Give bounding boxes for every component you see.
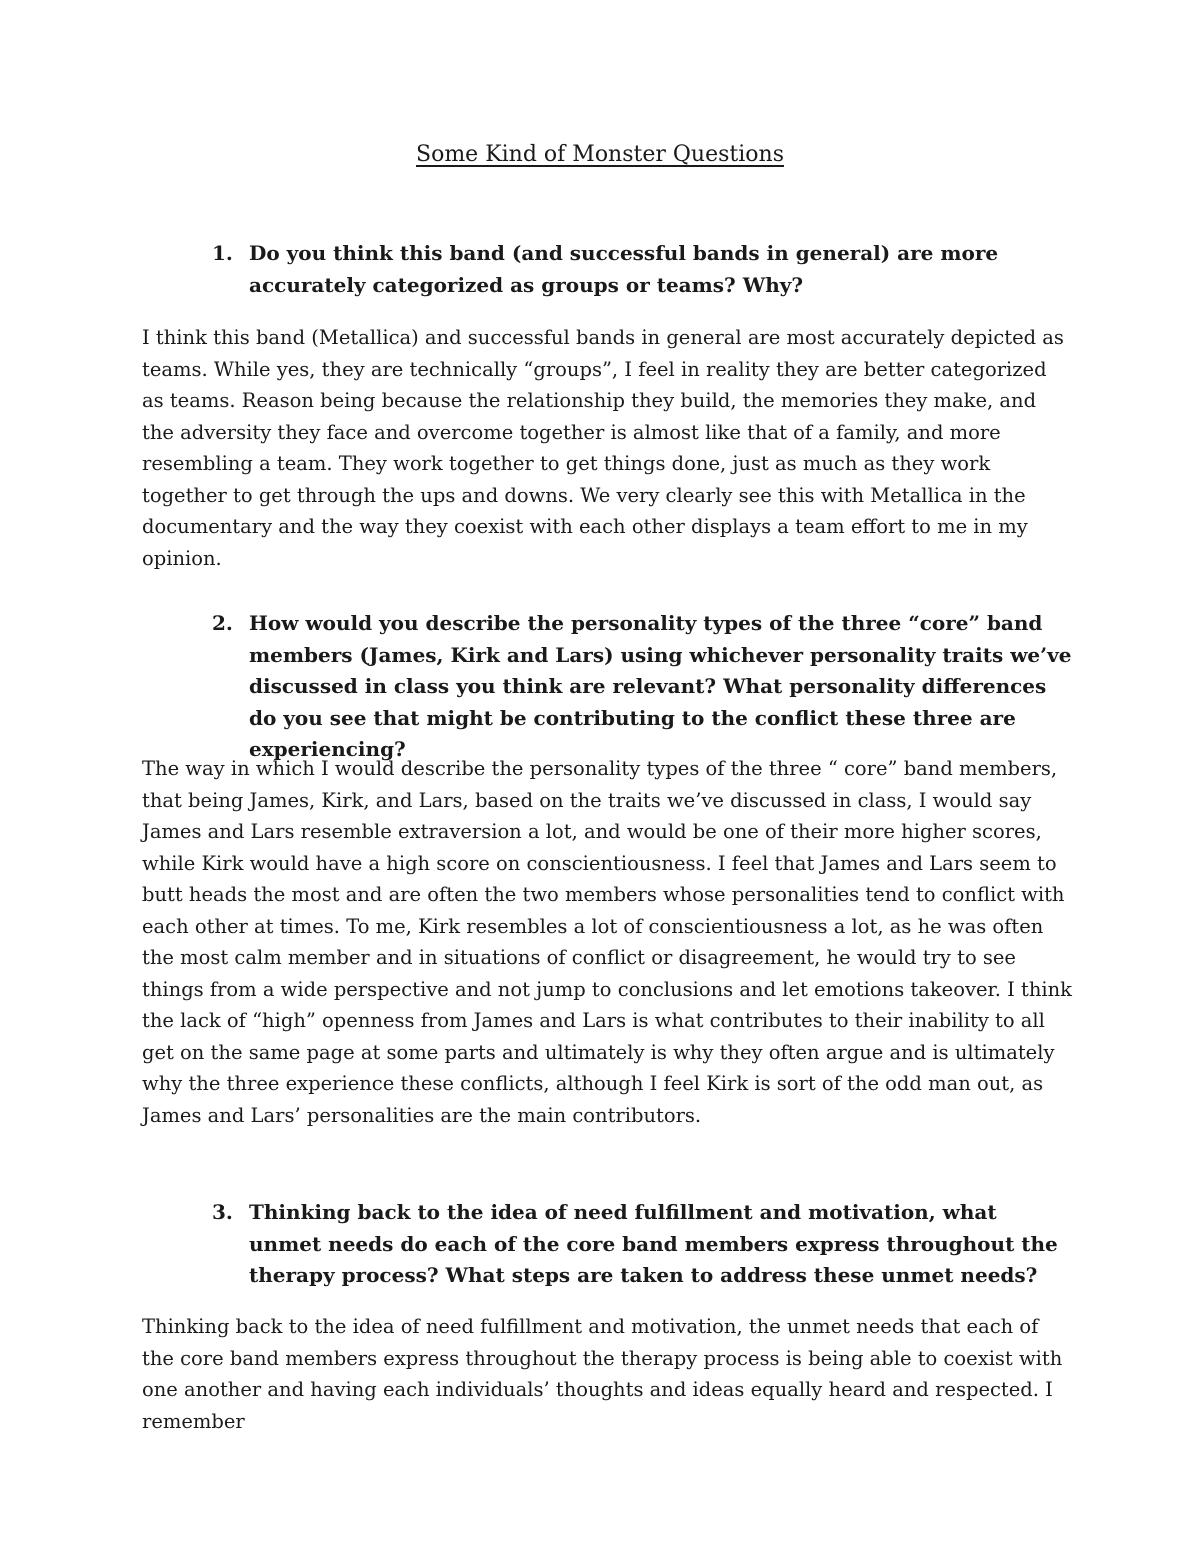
question-number: 2. bbox=[212, 611, 233, 635]
answer-3: Thinking back to the idea of need fulfillment and motivation, the unmet needs that each of the core band members express throughout the therapy process is being able to coexist with one another and having each individuals’ thoughts and ideas equally heard and respected. I remember bbox=[142, 1315, 1063, 1433]
question-text: Thinking back to the idea of need fulfillment and motivation, what unmet needs do each of the core band members express throughout the therapy process? What steps are taken to address these unmet needs? bbox=[249, 1200, 1058, 1287]
question-text: Do you think this band (and successful bands in general) are more accurately categorized as groups or teams? Why? bbox=[249, 241, 999, 297]
question-text: How would you describe the personality types of the three “core” band members (James, Kirk and Lars) using whichever personality traits we’ve discussed in class you think are relevant? What personality differences do you see that might be contributing to the conflict these three are experiencing? bbox=[249, 611, 1072, 761]
question-1 bbox=[212, 238, 1072, 301]
question-2 bbox=[212, 608, 1072, 766]
question-3 bbox=[212, 1197, 1072, 1292]
question-number: 3. bbox=[212, 1200, 233, 1224]
answer-1: I think this band (Metallica) and successful bands in general are most accurately depicted as teams. While yes, they are technically “groups”, I feel in reality they are better categorized as teams. Reason being because the relationship they build, the memories they make, and the adversity they face and overcome together is almost like that of a family, and more resembling a team. They work together to get things done, just as much as they work together to get through the ups and downs. We very clearly see this with Metallica in the documentary and the way they coexist with each other displays a team effort to me in my opinion. bbox=[142, 326, 1064, 570]
document-title: Some Kind of Monster Questions bbox=[416, 142, 784, 167]
question-number: 1. bbox=[212, 241, 233, 265]
answer-2: The way in which I would describe the personality types of the three “ core” band members, that being James, Kirk, and Lars, based on the traits we’ve discussed in class, I would say James and Lars resemble extraversion a lot, and would be one of their more higher scores, while Kirk would have a high score on conscientiousness. I feel that James and Lars seem to butt heads the most and are often the two members whose personalities tend to conflict with each other at times. To me, Kirk resembles a lot of conscientiousness a lot, as he was often the most calm member and in situations of conflict or disagreement, he would try to see things from a wide perspective and not jump to conclusions and let emotions takeover. I think the lack of “high” openness from James and Lars is what contributes to their inability to all get on the same page at some parts and ultimately is why they often argue and is ultimately why the three experience these conflicts, although I feel Kirk is sort of the odd man out, as James and Lars’ personalities are the main contributors. bbox=[142, 757, 1073, 1127]
